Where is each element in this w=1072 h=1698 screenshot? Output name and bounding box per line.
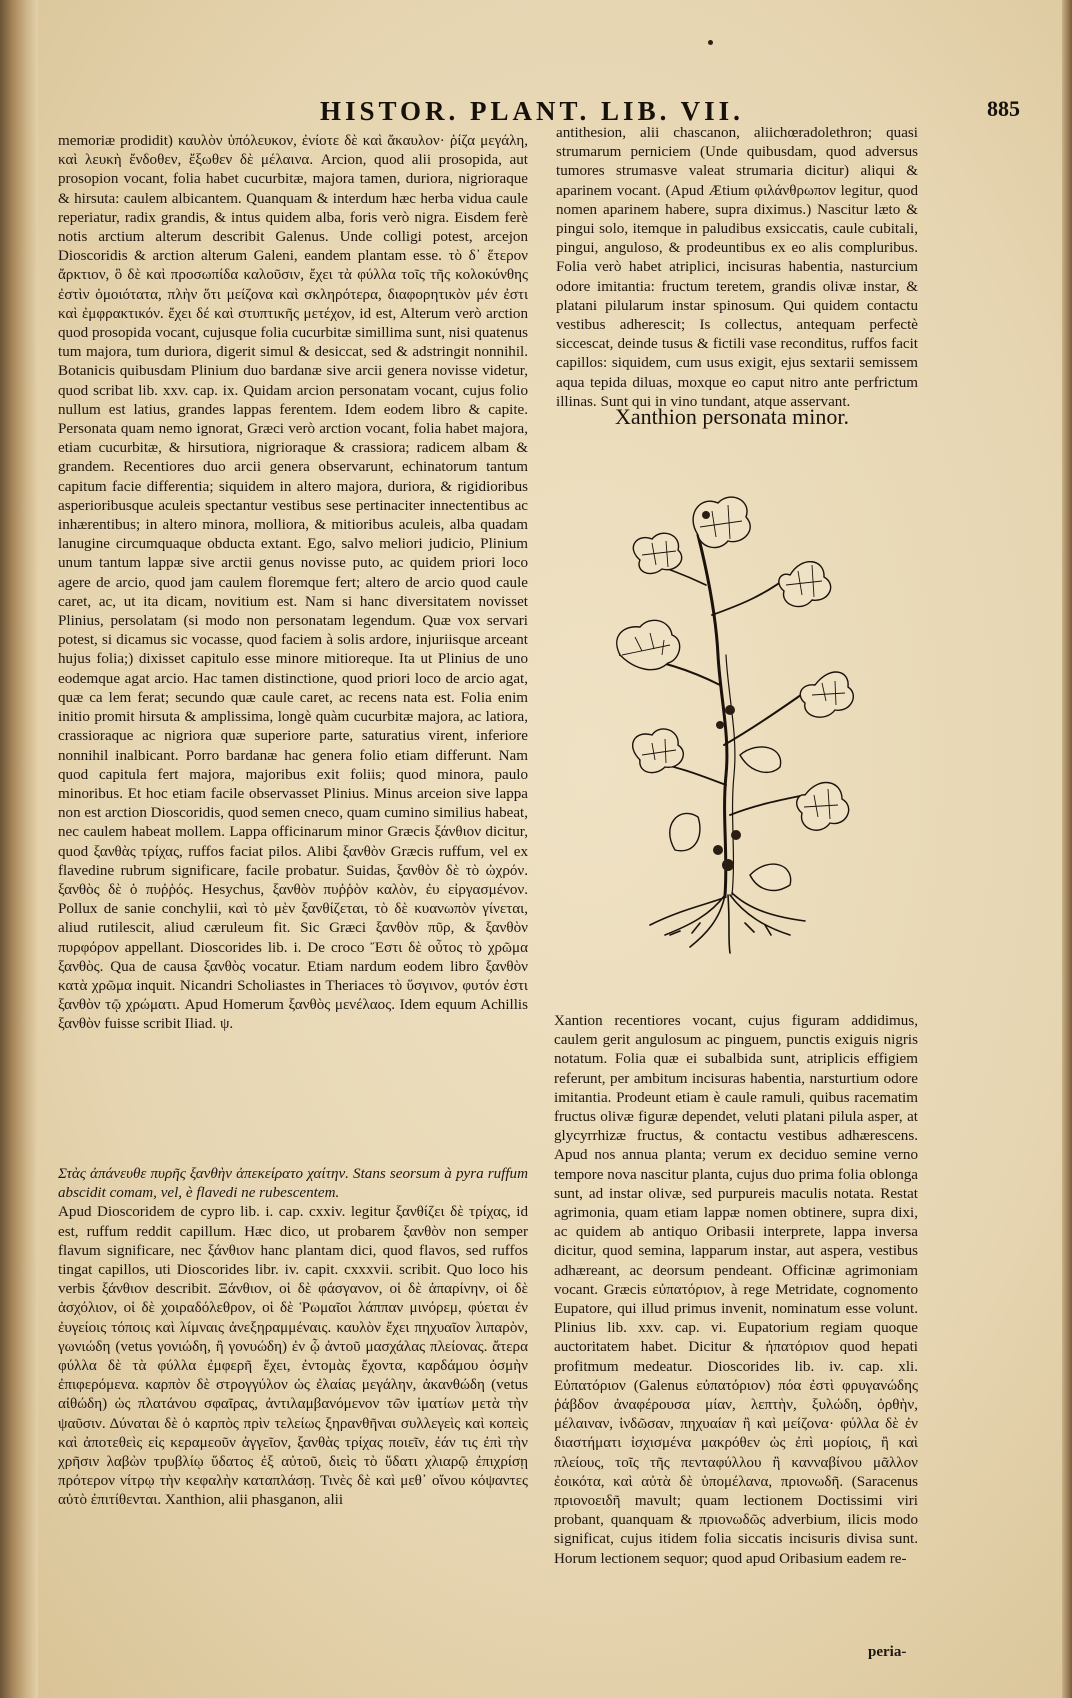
left-column-lower xyxy=(58,1165,528,1511)
running-head: HISTOR. PLANT. LIB. VII. xyxy=(320,96,744,126)
right-column-upper xyxy=(556,124,918,412)
homer-verse: Στὰς ἀπάνευθε πυρῆς ξανθὴν ἀπεκείρατο χαίτην. Stans seorsum à pyra ruffum abscidit comam, vel, è flavedi ne rubescentem. xyxy=(58,1166,528,1202)
left-column-text: memoriæ prodidit) καυλὸν ὑπόλευκον, ἐνίοτε δὲ καὶ ἄκαυλον· ῥίζα μεγάλη, καὶ λευκὴ ἔνδοθεν, ἔξωθεν δὲ μέλαινα. Arcion, quod alii prosopida, aut prosopion vocant, folia habet cucurbitæ, majora tamen, duriora, nigrioraque & hirsuta: caulem albicantem. Quanquam & interdum hæc herba vidua caule reperiatur, radix grandis, & intus quidem alba, foris verò nigra. Eisdem ferè notis arctium alterum describit Galenus. Unde colligi potest, arcejon Dioscoridis & arction alterum Galeni, eandem plantam esse. τὸ δ᾽ ἕτερον ἄρκτιον, ὃ δὲ καὶ προσωπίδα καλοῦσιν, ἔχει τὰ φύλλα τοῖς τῆς κολοκύνθης ἐστὶν ὁμοιότατα, πλὴν ὅτι μείζονα καὶ σκληρότερα, διαφορητικὸν μέν ἐστι καὶ ἐμφρακτικόν. ἔχει δέ καὶ στυπτικῆς μετέχον, id est, Alterum verò arction quod prosopida vocant, cujusque folia cucurbitæ simillima sunt, nisi quatenus tum majora, tum duriora, digerit simul & desiccat, sed & adstringit nonnihil. Botanicis quibusdam Plinium duo bardanæ sive arcii genera novisse videtur, quod scribat lib. xxv. cap. ix. Quidam arcion personatam vocant, cujus folio nullum est latius, grandes lappas ferentem. Idem eodem libro & capite. Personata quam nemo ignorat, Græci verò arction vocant, folia habet majora, etiam cucurbitæ, & hirsutiora, nigrioraque & crassiora; radicem albam & grandem. Recentiores duo arcii genera observarunt, echinatorum tantum capitum facie differentia; siquidem in altero majora, duriora, & rigidioribus asperioribusque aculeis spectantur vestibus sese pertinaciter innectentibus ac inhærentibus; in altero minora, molliora, & mitioribus aculeis, alba quadam lanugine circumquaque obducta extant. Ego, salvo meliori judicio, Plinium unum tantum lappæ sive arctii genus novisse puto, ac quidem priori loco agere de arcio, quod jam caulem floremque fert; altero de arcio quod caule caret, ac, ut ita dicam, novitium est. Nam si hanc diversitatem novisset Plinius, persolatam (si modo non personatam legendum. Quæ vox servari potest, si dicamus sic vocasse, quod faciem à solis ardore, injuriisque arceant hujus folia;) dixisset capitulo esse minore mitioreque. Ita ut Plinius de uno eodemque agat arcio. Hac tamen distinctione, quod priori loco de arcio agat, quæ ca lem ferat; secundo quæ caule caret, ac recens nata est. Folia enim initio promit hirsuta & amplissima, longè quàm cucurbitæ majora, ac latiora, crassioraque ac nigriora quæ superiore parte, saturatius virent, inferiore nonnihil inalbicant. Porro bardanæ hac genera folio etiam differunt. Nam quod capitula fert majora, majoribus exit foliis; quod minora, paulo minoribus. Et hoc etiam facile observasset Plinius. Minus arceion sive lappa non est arction Dioscoridis, quod semen cneco, quam cumino similius habeat, nec caulem habeat mollem. Lappa officinarum minor Græcis ξάνθιον dicitur, quod ξανθὰς τρίχας, ruffos faciat pilos. Alibi ξανθὸν Græcis ruffum, vel ex flavedine rubrum significare, facile probatur. Suidas, ξανθὸν δὲ τὸ ὠχρόν. ξανθὸς δὲ ὁ πυῤῥός. Hesychus, ξανθὸν πυῤῥὸν καλὸν, ἐυ εἰργασμένον. Pollux de sanie conchylii, καὶ τὸ μὲν ξανθίζεται, τὸ δὲ κυανωπὸν γίνεται, aliud rutilescit, aliud cæruleum fit. Sic Græci ξανθὸν πῦρ, & ξανθὸν πυρφόρον appellant. Dioscorides lib. i. De croco Ἔστι δὲ οὗτος τὸ χρῶμα ξανθὸς. Qua de causa ξανθὸς vocatur. Etiam nardum eodem libro ξανθὸν κατὰ χρῶμα inquit. Nicandri Scholiastes in Theriaces τὸ ὕσγινον, φυτόν ἐστι ξανθὸν τῷ χρώματι. Apud Homerum ξανθὸς μενέλαος. Idem equum Achillis ξανθὸν fuisse scribit Iliad. ψ. xyxy=(58,133,528,1033)
left-column-lower-text: Apud Dioscoridem de cypro lib. i. cap. cxxiv. legitur ξανθίζει δὲ τρίχας, id est, ruffum reddit capillum. Hæc dico, ut probarem ξανθὸν non semper flavum significare, nec ξάνθιον hanc plantam dici, quod flavos, sed ruffos tingat capillos, uti Dioscorides libr. iv. capit. cxxxvii. scribit. Quo loco his verbis ξάνθιον describit. Ξάνθιον, οἱ δὲ φάσγανον, οἱ δὲ ἀπαρίνην, οἱ δὲ ἀσχόλιον, οἱ δὲ χοιραδόλεθρον, οἱ δὲ Ῥωμαῖοι λάππαν μινόρεμ, φύεται ἐν ἐυγείοις τόποις καὶ λίμναις ἀνεξηραμμέναις. καυλὸν ἔχει πηχυαῖον λιπαρὸν, γωνιώδη (vetus γονιώδη, ἢ γονυώδη) ἐν ᾧ ἀντοῦ μασχάλας πλείονας. ἄτερα φύλλα δὲ τὰ φύλλα ἐμφερῆ ἔχει, ἐντομὰς ἔχοντα, καρδάμου ὀσμὴν ἐπιφερόμενα. καρπὸν δὲ στρογγύλον ὡς ἐλαίας μεγάλην, ἀκανθώδη (vetus αἰθώδη) ὡς πλατάνου σφαῖρας, ἀντιλαμβανόμενον τῶν ἱματίων μετὰ τὴν ψαῦσιν. Δύναται δὲ ὁ καρπὸς πρὶν τελείως ξηρανθῆναι συλλεγεὶς καὶ κοπεὶς καὶ ἀποτεθεὶς εἰς κεραμεοῦν ἀγγεῖον, ξανθὰς τρίχας ποιεῖν, ἐάν τις ἐπὶ τὴν χρῆσιν λαβὼν τρυβλίῳ ὕδατος ἐξ αὐτοῦ, διεὶς τὸ ὕδατι χλιαρῷ ἐπιχρίσῃ πρότερον νίτρῳ τὴν κεφαλὴν καταπλάσῃ. Τινὲς δὲ καὶ μεθ᾽ οἴνου κόψαντες αὐτὸ ἐπιτίθενται. Xanthion, alii phasganon, alii xyxy=(58,1204,528,1509)
right-column-upper-text: antithesion, alii chascanon, aliichœradolethron; quasi strumarum perniciem (Unde quibusdam, quod adversus tumores strumasve valeat strumaria dicitur) aliqui & aparinem vocant. (Apud Ætium φιλάνθρωπον legitur, quod nomen aparinem habere, supra diximus.) Nascitur læto & pingui solo, itemque in paludibus exsiccatis, caule cubitali, pingui, anguloso, & prodeuntibus ex eo alis compluribus. Folia verò habet atriplici, incisuras habentia, nasturcium odore imitantia: fructum teretem, grandis olivæ instar, & platani pilularum instar spinosum. Qui quidem contactu vestibus adherescit; Is collectus, antequam perfectè siccescat, deinde tusus & fictili vase reconditus, ruffos facit capillos: siquidem, cum usus exigit, ejus sextarii semissem aqua tepida diluas, moxque eo caput nitro ante perfrictum illinas. Sunt qui in vino tundant, atque asservant. xyxy=(556,125,918,410)
page-gutter xyxy=(0,0,38,1698)
ink-dot xyxy=(708,40,713,45)
right-column-lower xyxy=(554,1012,918,1569)
figure-caption: Xanthion personata minor. xyxy=(615,404,850,429)
xanthium-woodcut-illustration xyxy=(580,455,870,955)
catchword: peria- xyxy=(868,1644,907,1660)
right-column-lower-text: Xantion recentiores vocant, cujus figuram addidimus, caulem gerit angulosum ac pinguem, punctis exiguis nigris notatum. Folia quæ ei subalbida sunt, atriplicis effigiem referunt, per ambitum incisuras habentia, narsturtium odore imitantia. Prodeunt etiam è caule ramuli, quibus racematim fructus olivæ figuræ dependet, veluti platani pilula asper, at glycyrrhizæ fructus, & contactu vestibus adhærescens. Apud nos annua planta; verum ex deciduo semine verno tempore nova nascitur planta, cujus duo prima folia oblonga sunt, ad instar olivæ, sed purpureis maculis notata. Restat agrimonia, quam etiam lappæ nomen obtinere, supra dixi, ac quidem ab antiquo Oribasii interprete, lappa inversa dicitur, quod semina, lapparum instar, aut aspera, vestibus adhæreant, ac deorsum pendeant. Officinæ agrimoniam vocant. Græcis εὐπατόριον, à rege Metridate, cognomento Eupatore, qui illud primus invenit, nominatum esse volunt. Plinius lib. xxv. cap. vi. Eupatorium regiam quoque auctoritatem habet. Dicitur & ἠπατόριον quod hepati profitmum medeatur. Dioscorides lib. iv. cap. xli. Εὐπατόριον (Galenus εὐπατόριον) πόα ἐστὶ φρυγανώδης ῥάβδον ἀναφέρουσα μίαν, λεπτὴν, ξυλώδη, ὀρθὴν, μέλαιναν, ἰνδῶσαν, πηχυαίαν ἢ καὶ μείζονα· φύλλα δὲ ἐν διαστήματι ἰσχισμένα μακρόθεν ὡς ἐπὶ μορίοις, ἢ καὶ πλείους, τοῖς τῆς πενταφύλλου ἢ κανναβίνου μᾶλλον ἐοικότα, καὶ αὐτὰ δὲ ὑπομέλανα, πριονωδῆ. (Saracenus πριονοειδῆ mavult; quam lectionem Doctissimi viri probant, quanquam & πριονωδῶς adverbium, ilicis modo significat, cujus itidem folia siccatis incisuris divisa sunt. Horum lectionem sequor; quod apud Oribasium eadem re- xyxy=(554,1013,918,1567)
left-column xyxy=(58,132,528,1035)
page-number: 885 xyxy=(987,96,1020,121)
page-edge xyxy=(1062,0,1072,1698)
